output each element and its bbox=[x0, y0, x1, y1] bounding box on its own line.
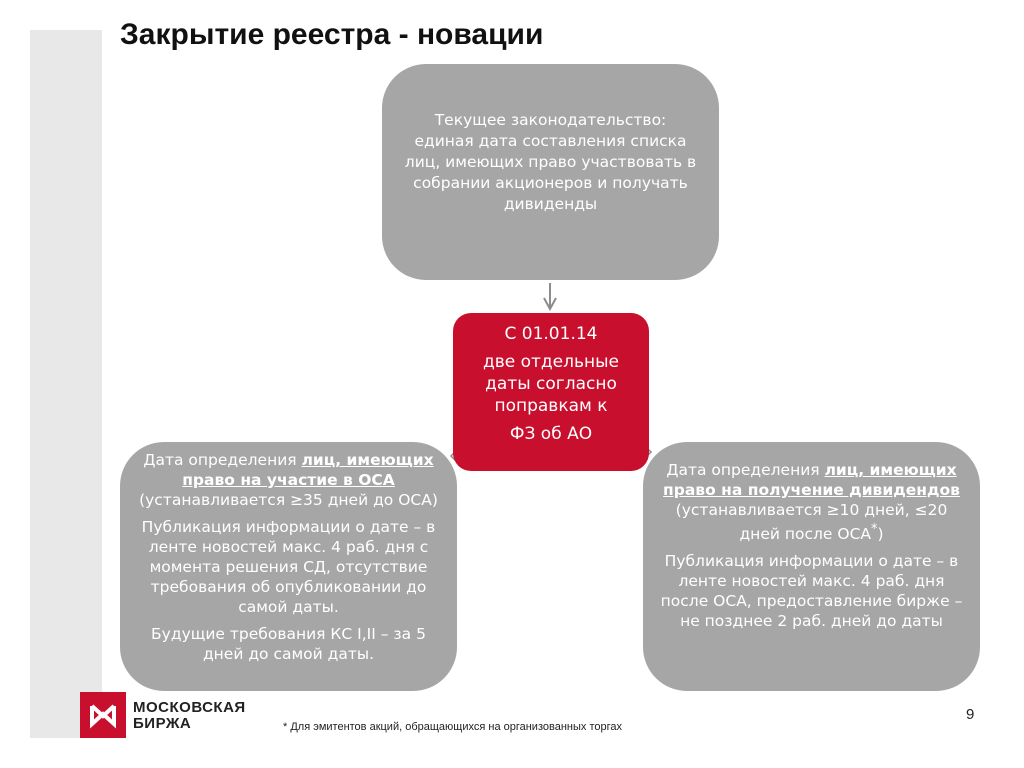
meeting-publication-text: Публикация информации о дате – в ленте новостей макс. 4 раб. дня с момента решения СД, отсутствие требования об опубликовании до самой даты. bbox=[141, 518, 436, 616]
current-law-box bbox=[382, 64, 719, 280]
meeting-future-requirements: Будущие требования КС I,II – за 5 дней до самой даты. bbox=[151, 625, 426, 663]
current-law-text: Текущее законодательство: единая дата составления списка лиц, имеющих право участвовать в собрании акционеров и получать дивиденды bbox=[404, 111, 697, 213]
dividend-recipients-box bbox=[643, 442, 980, 691]
logo-text: МОСКОВСКАЯ БИРЖА bbox=[133, 699, 246, 732]
meeting-participants-box bbox=[120, 442, 457, 691]
new-rules-box bbox=[453, 313, 649, 471]
moex-logo-icon bbox=[80, 692, 126, 738]
arrow-down-icon bbox=[538, 282, 562, 312]
page-number: 9 bbox=[966, 706, 975, 723]
slide-title: Закрытие реестра - новации bbox=[120, 18, 544, 51]
meeting-date-definition: Дата определения лиц, имеющих право на участие в ОСА (устанавливается ≥35 дней до ОСА) bbox=[139, 451, 438, 509]
dividend-publication-text: Публикация информации о дате – в ленте новостей макс. 4 раб. дня после ОСА, предоставление бирже – не позднее 2 раб. дней до даты bbox=[660, 552, 963, 631]
new-rules-text: две отдельные даты согласно поправкам к bbox=[482, 352, 620, 416]
dividend-date-definition: Дата определения лиц, имеющих право на получение дивидендов (устанавливается ≥10 дней, ≤20 дней после ОСА*) bbox=[663, 461, 960, 544]
footnote: * Для эмитентов акций, обращающихся на организованных торгах bbox=[283, 721, 622, 733]
new-rules-date: С 01.01.14 bbox=[504, 324, 598, 344]
dividend-recipients-highlight: лиц, имеющих право на получение дивидендов bbox=[663, 461, 960, 499]
meeting-participants-highlight: лиц, имеющих право на участие в ОСА bbox=[182, 451, 434, 489]
left-side-bar bbox=[30, 30, 102, 738]
new-rules-law: ФЗ об АО bbox=[509, 424, 593, 444]
